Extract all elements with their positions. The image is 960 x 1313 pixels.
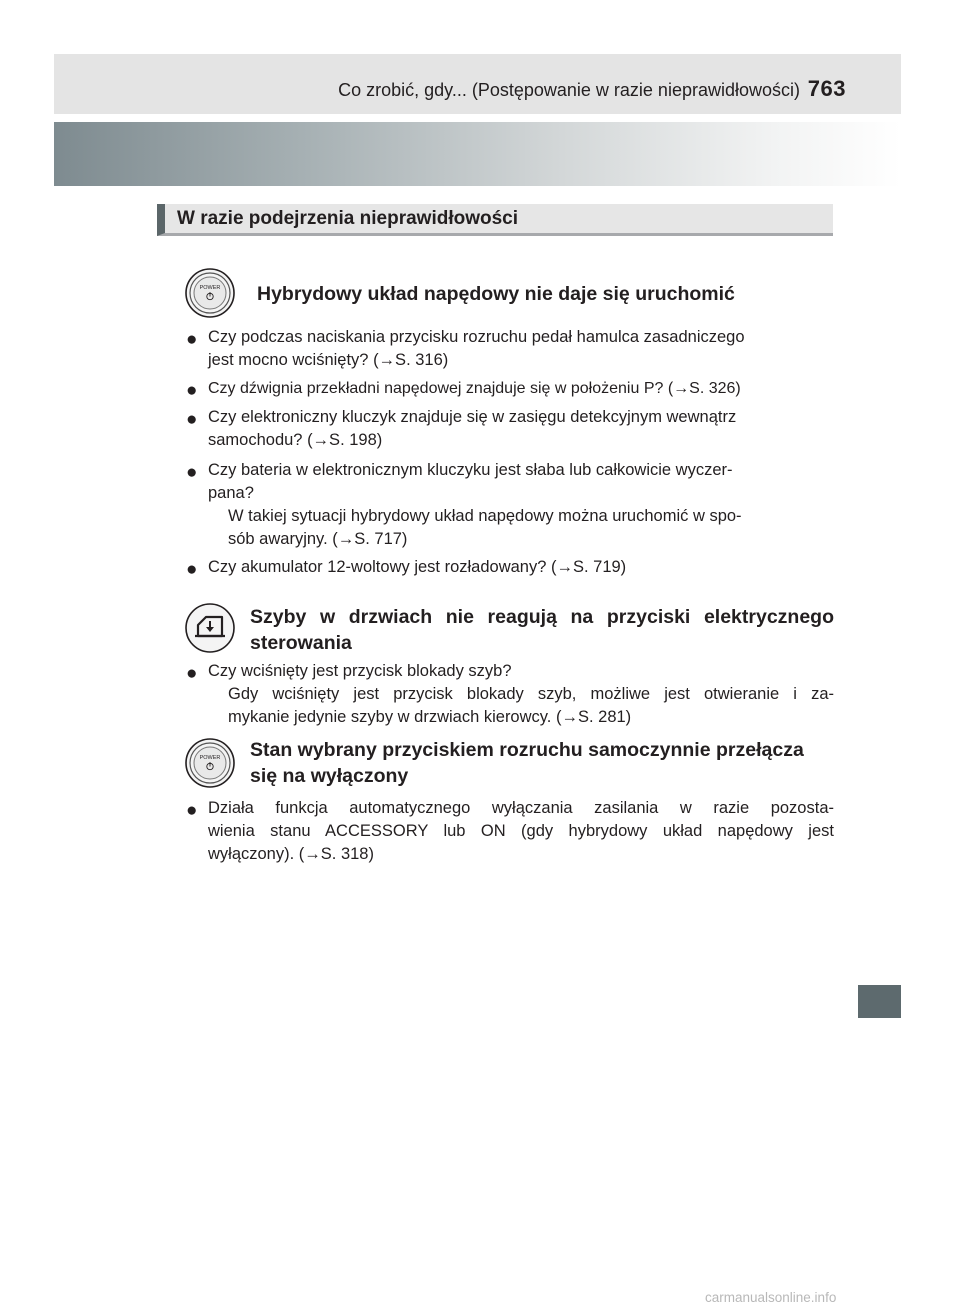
- bullet-icon: ●: [186, 800, 198, 821]
- watermark: carmanualsonline.info: [705, 1290, 837, 1305]
- list-item: ● Czy elektroniczny kluczyk znajduje się w zasięgu detekcyjnym wewnątrz samochodu? (→S. 198): [186, 408, 737, 449]
- subsection-heading-1: Hybrydowy układ napędowy nie daje się uruchomić: [257, 283, 735, 305]
- chapter-banner: [54, 122, 901, 186]
- running-header-title: Co zrobić, gdy... (Postępowanie w razie nieprawidłowości): [338, 80, 800, 100]
- bullet-icon: ●: [186, 559, 198, 580]
- svg-text:POWER: POWER: [199, 755, 221, 761]
- svg-text:POWER: POWER: [199, 285, 221, 291]
- subsection-heading-2: Szyby w drzwiach nie reagują na przyciski elektrycznego sterowania: [250, 606, 834, 654]
- list-item: ● Czy bateria w elektronicznym kluczyku jest słaba lub całkowicie wyczer- pana? W takiej sytuacji hybrydowy układ napędowy można uruchomić w spo- sób awaryjny. (→S. 717): [186, 461, 742, 548]
- window-lock-icon: [185, 603, 235, 653]
- section-header: [157, 204, 833, 236]
- bullet-icon: ●: [186, 663, 198, 684]
- bullet-icon: ●: [186, 329, 198, 350]
- bullet-icon: ●: [186, 380, 198, 401]
- section-title: W razie podejrzenia nieprawidłowości: [177, 208, 519, 229]
- list-item: ● Czy dźwignia przekładni napędowej znajduje się w położeniu P? (→S. 326): [186, 380, 741, 401]
- bullet-icon: ●: [186, 409, 198, 430]
- list-item: ● Działa funkcja automatycznego wyłączania zasilania w razie pozosta- wienia stanu ACCESSORY lub ON (gdy hybrydowy układ napędowy jest wyłączony). (→S. 318): [186, 799, 834, 863]
- chapter-tab: [858, 985, 901, 1018]
- page-number: 763: [807, 76, 846, 101]
- subsection-heading-3: Stan wybrany przyciskiem rozruchu samoczynnie przełącza się na wyłączony: [250, 739, 804, 787]
- list-item: ● Czy akumulator 12-woltowy jest rozładowany? (→S. 719): [186, 558, 627, 580]
- list-item: ● Czy wciśnięty jest przycisk blokady szyb? Gdy wciśnięty jest przycisk blokady szyb, możliwe jest otwieranie i za- mykanie jedynie szyby w drzwiach kierowcy. (→S. 281): [186, 662, 834, 726]
- power-button-icon: [185, 738, 235, 788]
- bullet-icon: ●: [186, 462, 198, 483]
- list-item: ● Czy podczas naciskania przycisku rozruchu pedał hamulca zasadniczego jest mocno wciśnięty? (→S. 316): [186, 328, 745, 369]
- power-button-icon: [185, 268, 235, 318]
